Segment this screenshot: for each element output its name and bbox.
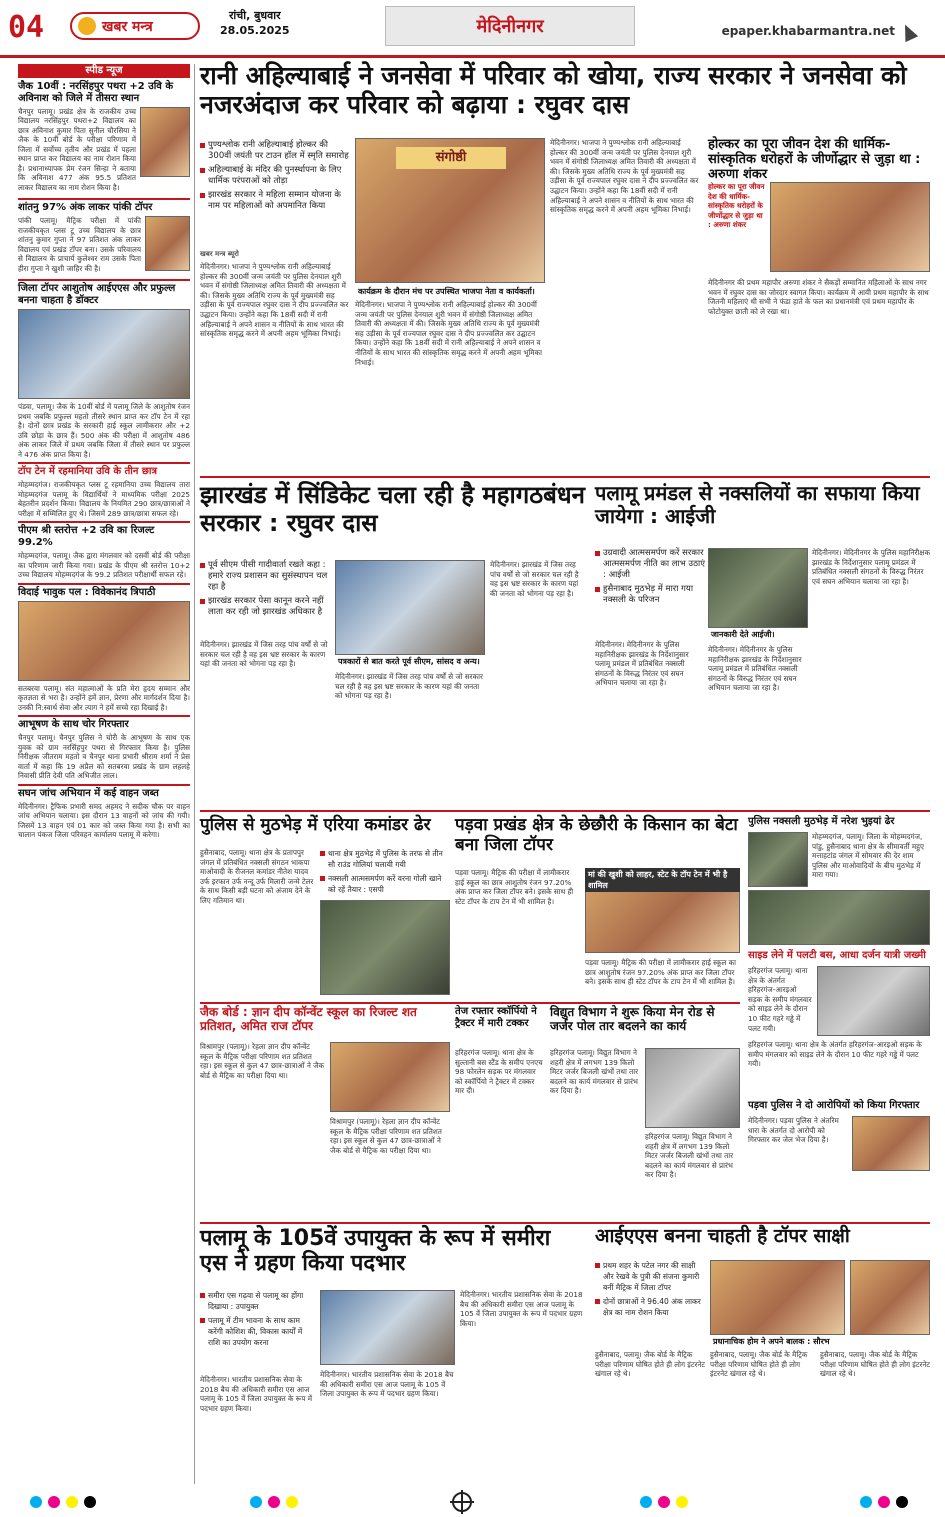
bullet: पुण्यश्लोक रानी अहिल्याबाई होल्कर की 300वीं जयंती पर टाउन हॉल में स्मृति समारोह [200,140,350,162]
photo-caption: कार्यक्रम के दौरान मंच पर उपस्थित भाजपा नेता व कार्यकर्ता। [355,285,545,298]
news-photo [18,309,190,399]
padwa-body: पड़वा पलामू। मैट्रिक की परीक्षा में लामीकरार हाई स्कूल का छात्र आशुतोष रंजन 97.20% अंक प्राप्त कर जिला टॉपर बने। इसके साथ ही स्टेट टॉपर के टाप टेन में भी शामिल है। [455,868,574,906]
ias-photo [710,1260,845,1335]
story-headline: जिला टॉपर आशुतोष आईएएस और प्रफुल्ल बनना चाहता है डॉक्टर [18,279,190,307]
dc-headline: पलामू के 105वें उपायुक्त के रूप में समीरा एस ने ग्रहण किया पदभार [200,1226,551,1277]
dc-body: मेदिनीनगर। भारतीय प्रशासनिक सेवा के 2018 बैच की अधिकारी समीरा एस आज पलामू के 105 वें जिला उपायुक्त के रूप में पदभार ग्रहण किया। [200,1375,313,1413]
registration-dot [658,1496,670,1508]
story-headline: पीएम श्री स्तरोत्त +2 उवि का रिजल्ट 99.2% [18,521,190,549]
police-headline: पुलिस से मुठभेड़ में एरिया कमांडर ढेर [200,815,431,835]
story-body: चैनपुर पलामू। चैनपुर पुलिस ने चोरी के आभूषण के साथ एक युवक को ग्राम नरसिंहपुर पथरा से गिरफ्तार किया है। पुलिस निरीक्षक जीतराम महतो व चैनपुर थाना प्रभारी श्रीराम शर्मा ने प्रेस वार्ता में कहा कि 19 अप्रैल को सतबरवा प्रखंड के ग्राम लहलहे निवासी प्रीति देवी पति अभिजीत लाल। [18,733,190,780]
section-rule [200,1002,740,1004]
lead-photo [355,138,545,283]
student-photo [140,107,190,177]
power-body: हरिहरगंज पलामू। विद्युत विभाग ने शहरी क्षेत्र में लगभग 139 किलो मिटर जर्जर बिजली खंभों तथा तार बदलने का कार्य मंगलवार से प्रारंभ कर दिया है। [550,1048,639,1096]
lead-body: मेदिनीनगर। भाजपा ने पुण्यश्लोक रानी अहिल्याबाई होल्कर की 300वीं जन्म जयंती पर पुलिस देनयाल शुरी भवन में संगोष्ठी जिलाध्यक्ष अमित तिवारी की अध्यक्षता में की। जिसके मुख्य अतिथि राज्य के पूर्व मुख्यमंत्री सह उड़ीसा के पूर्व राज्यपाल रघुवर दास ने दीप प्रज्ज्वलित कर उद्घाटन किया। उन्होंने कहा कि 18वीं सदी में रानी अहिल्याबाई ने अपने शासन व नीतियों के साथ भारत की सांस्कृतिक समृद्ध करने में अपनी अहम भूमिका निभाई। [200,262,349,339]
stage-banner: संगोष्ठी [396,147,506,169]
dc-photo [320,1290,455,1365]
bullet: झारखंड सरकार पेसा कानून करने नहीं लाता कर रही जो झारखंड अधिकार है [200,596,330,618]
story-headline: विदाई भावुक पल : विवेकानंद त्रिपाठी [18,583,190,599]
ias-photo [850,1260,930,1335]
section-title: मेदिनीनगर [385,6,635,46]
arrest-body: मेदिनीनगर। पड़वा पुलिस ने अंतरिम धारा के अंतर्गत दो आरोपी को गिरफ्तार कर जेल भेज दिया है। [748,1116,839,1145]
masthead [0,0,945,58]
dc-bullets [200,1290,315,1351]
jac-headline: जैक बोर्ड : ज्ञान दीप कॉन्वेंट स्कूल का रिजल्ट शत प्रतिशत, अमित राज टॉपर [200,1005,417,1033]
lead-body: मेदिनीनगर। भाजपा ने पुण्यश्लोक रानी अहिल्याबाई होल्कर की 300वीं जन्म जयंती पर पुलिस देनयाल शुरी भवन में संगोष्ठी जिलाध्यक्ष अमित तिवारी की अध्यक्षता में की। जिसके मुख्य अतिथि राज्य के पूर्व मुख्यमंत्री सह उड़ीसा के पूर्व राज्यपाल रघुवर दास ने दीप प्रज्ज्वलित कर उद्घाटन किया। उन्होंने कहा कि 18वीं सदी में रानी अहिल्याबाई ने अपने शासन व नीतियों के साथ भारत की सांस्कृतिक समृद्ध करने में अपनी अहम भूमिका निभाई। [550,138,699,215]
side-photo [770,182,930,272]
column-divider [194,64,195,1484]
bullet: पूर्व सीएम पीसी गादीवार्ता रखते कहा : हमारे राज्य प्रशासन का सुसंस्थापन चल रहा है [200,560,330,593]
bullet: नक्सली आत्मसमर्पण करें वरना गोली खाने को रहें तैयार : एसपी [320,873,450,895]
story-headline: टॉप टेन में रहमानिया उवि के तीन छात्र [18,462,190,478]
power-body: हरिहरगंज पलामू। विद्युत विभाग ने शहरी क्षेत्र में लगभग 139 किलो मिटर जर्जर बिजली खंभों तथा तार बदलने का कार्य मंगलवार से प्रारंभ कर दिया है। [645,1132,734,1180]
registration-dot [878,1496,890,1508]
accident-body: हरिहरगंज पलामू। थाना क्षेत्र के अंतर्गत हरिहरगंज-आरइओ सड़क के समीप मंगलवार को साइड लेने के दौरान 10 फीट गहरे गड्ढे में पलट गयी। [748,966,812,1033]
logo-text: खबर मन्त्र [102,18,153,35]
registration-dot [640,1496,652,1508]
epaper-link[interactable]: epaper.khabarmantra.net [721,24,895,38]
maoist-body: मोहम्मदगंज, पलामू। जिला के मोहम्मदगंज, पांडु, हुसैनाबाद थाना क्षेत्र के सीमावर्ती महुए मत्ताहटांड जंगल में सोमवार की देर शाम पुलिस और माओवादियों के बीच मुठभेड़ में मारा गया। [812,832,924,880]
left-column [18,64,190,1484]
ig-caption: जानकारी देते आईजी। [708,628,808,641]
registration-dot [48,1496,60,1508]
story-body: मोहम्मदगंज, पलामू। जैक द्वारा मंगलवार को दसवीं बोर्ड की परीक्षा का परिणाम जारी किया गया। प्रखंड के पीएम श्री स्तरोत्त 10+2 उच्च विद्यालय मोहम्मदगंज के 99.2 प्रतिशत परीक्षार्थी सफल रहे। [18,551,190,579]
story-headline: सघन जांच अभियान में कई वाहन जब्त [18,784,190,800]
ias-bullets [595,1260,705,1321]
padwa-caption: मां की खुशी को लाहर, स्टेट के टॉप टेन में भी है शामिल [585,868,740,892]
padwa-body: पड़वा पलामू। मैट्रिक की परीक्षा में लामीकरार हाई स्कूल का छात्र आशुतोष रंजन 97.20% अंक प्राप्त कर जिला टॉपर बने। इसके साथ ही स्टेट टॉपर के टाप टेन में भी शामिल है। [585,958,737,987]
story-body: मेदिनीनगर। ट्रैफिक प्रभारी समद अहमद ने सदीक चौक पर वाहन जांच अभियान चलाया। इस दौरान 13 वाहनों को जांच की गयी। जिसमें 13 वाहन एवं 01 कार को जब्त किया गया है। सभी का चालान पंकज जिला परिवहन कार्यालय पलामू में करेगा। [18,801,190,839]
logo [70,12,200,40]
ig-photo [708,548,808,628]
lead-body: मेदिनीनगर। भाजपा ने पुण्यश्लोक रानी अहिल्याबाई होल्कर की 300वीं जन्म जयंती पर पुलिस देनयाल शुरी भवन में संगोष्ठी जिलाध्यक्ष अमित तिवारी की अध्यक्षता में की। जिसके मुख्य अतिथि राज्य के पूर्व मुख्यमंत्री सह उड़ीसा के पूर्व राज्यपाल रघुवर दास ने दीप प्रज्ज्वलित कर उद्घाटन किया। उन्होंने कहा कि 18वीं सदी में रानी अहिल्याबाई ने अपने शासन व नीतियों के साथ भारत की सांस्कृतिक समृद्ध करने में अपनी अहम भूमिका निभाई। [355,300,542,367]
story-headline: जैक 10वीं : नरसिंहपुर पथरा +2 उवि के अविनाश को जिले में तीसरा स्थान [18,80,174,104]
city: रांची, बुधवार [228,9,281,22]
accident-body: हरिहरगंज पलामू। थाना क्षेत्र के अंतर्गत हरिहरगंज-आरइओ सड़क के समीप मंगलवार को साइड लेने के दौरान 10 फीट गहरे गड्ढे में पलट गयी। [748,1040,922,1069]
ias-body: हुसैनाबाद, पलामू। जैक बोर्ड के मैट्रिक परीक्षा परिणाम घोषित होते ही लोग इंटरनेट खंगाल रहे थे। [595,1350,705,1379]
bullet: पलामू में टीम भावना के साथ काम करेंगी कोशिश की, विकास कार्यों में राशि का उपयोग करना [200,1315,315,1348]
news-photo [18,601,190,681]
registration-dot [66,1496,78,1508]
section-rule [200,1222,930,1224]
accident-headline: साइड लेने में पलटी बस, आधा दर्जन यात्री जख्मी [748,950,926,961]
ig-body: मेदिनीनगर। मेदिनीनगर के पुलिस महानिरीक्षक झारखंड के निर्देशानुसार पलामू प्रमंडल में प्रतिबंधित नक्सली संगठनों के विरुद्ध निरंतर एवं सघन अभियान चलाया जा रहा है। [812,548,930,586]
logo-icon [78,17,96,35]
ig-body: मेदिनीनगर। मेदिनीनगर के पुलिस महानिरीक्षक झारखंड के निर्देशानुसार पलामू प्रमंडल में प्रतिबंधित नक्सली संगठनों के विरुद्ध निरंतर एवं सघन अभियान चलाया जा रहा है। [708,645,802,693]
story-body: मोहम्मदगंज। राजकीयकृत प्लस टू रहमानिया उच्च विद्यालय तारा मोहम्मदगंज पलामू के विद्यार्थियों ने माध्यमिक परीक्षा 2025 बेहतरीन प्रदर्शन किया। विद्यालय के नियमित 290 छात्र/छात्राओं ने परीक्षा में सम्मिलित हुए थे। जिसमें 289 छात्र/छात्रा सफल रहे। [18,480,190,518]
registration-dot [30,1496,42,1508]
mid-body: मेदिनीनगर। झारखंड में जिस तरह पांच वर्षों से जो सरकार चल रही है वह इस भ्रष्ट सरकार के कारण यहां की जनता को भोगना पड़ रहा है। [335,672,483,701]
registration-dot [250,1496,262,1508]
power-headline: विद्युत विभाग ने शुरू किया मेन रोड से जर्जर पोल तार बदलने का कार्य [550,1005,715,1033]
mid-caption: पत्रकारों से बात करते पूर्व सीएम, सांसद व अन्य। [335,655,485,668]
maoist-photo [748,832,808,887]
ias-headline: आईएएस बनना चाहती है टॉपर साक्षी [595,1225,850,1247]
side-headline: होल्कर का पूरा जीवन देश की धार्मिक-सांस्कृतिक धरोहरों के जीर्णोद्धार से जुड़ा था : अरुणा शंकर [708,137,921,182]
registration-dot [860,1496,872,1508]
story [18,216,190,276]
bullet: हुसैनाबाद मुठभेड़ में मारा गया नक्सली के परिजन [595,584,705,606]
jac-photo [330,1042,450,1112]
ias-body: हुसैनाबाद, पलामू। जैक बोर्ड के मैट्रिक परीक्षा परिणाम घोषित होते ही लोग इंटरनेट खंगाल रहे थे। [710,1350,808,1379]
maoist-photo [748,890,930,945]
maoist-headline: पुलिस नक्सली मुठभेड़ में नरेश भुइयां ढेर [748,816,895,827]
bullet: अहिल्याबाई के मंदिर की पुनर्स्थापना के लिए धार्मिक परंपराओं को तोड़ा [200,165,350,187]
ig-body: मेदिनीनगर। मेदिनीनगर के पुलिस महानिरीक्षक झारखंड के निर्देशानुसार पलामू प्रमंडल में प्रतिबंधित नक्सली संगठनों के विरुद्ध निरंतर एवं सघन अभियान चलाया जा रहा है। [595,640,689,688]
story-body: चैनपुर पलामू। प्रखंड क्षेत्र के राजकीय उच्च विद्यालय नरसिंहपुर पथरा+2 विद्यालय का छात्र अविनाश कुमार पिता सुनील चौरसिया ने जैक के 10वीं बोर्ड के परीक्षा परिणाम में जिला में सर्वोच्च तृतीय और प्रखंड में पहला स्थान प्राप्त कर विद्यालय का नाम रोशन किया है। प्रधानाध्यापक प्रेम रंजन सिन्हा ने बताया कि अविनाश 477 अंक 95.5 प्रतिशत लाकर विद्यालय का नाम रोशन किया है। [18,106,136,192]
police-body: हुसैनाबाद, पलामू। थाना क्षेत्र के प्रतापपुर जंगल में प्रतिबंधित नक्सली संगठन भाकपा माओवादी के रीजनल कमांडर नीतेश यादव उर्फ इरफान उर्फ नन्दू उर्फ मिलारी जन्मे टेलर के साथ किसी बड़ी घटना को अंजाम देने के लिए गतिमान था। [200,848,314,905]
side-kicker: होल्कर का पूरा जीवन देश की धार्मिक-सांस्कृतिक धरोहरों के जीर्णोद्धार से जुड़ा था : अरुणा शंकर [708,182,765,230]
section-rule [200,810,930,812]
lead-bullets [200,140,350,215]
tractor-headline: तेज रफ्तार स्कॉर्पियो ने ट्रैक्टर में मारी टक्कर [455,1006,537,1029]
ig-bullets [595,548,705,609]
registration-dot [676,1496,688,1508]
jac-body: विश्रामपुर (पलामू)। रेहला ज्ञान दीप कॉन्वेंट स्कूल के मैट्रिक परीक्षा परिणाम शत प्रतिशत रहा। इस स्कूल से कुल 47 छात्र-छात्राओं ने जैक बोर्ड से मैट्रिक का परीक्षा दिया था। [330,1117,442,1155]
dateline [220,8,290,38]
bullet: थाना क्षेत्र मुठभेड़ में पुलिस के तरफ से तीन सौ राउंड गोलियां चलायी गयी [320,848,450,870]
side-body: मेदिनीनगर की प्रथम महापौर अरुणा शंकर ने सैकड़ों सम्मानित महिलाओं के साथ नगर भवन में रघुवर दास का जोरदार स्वागत किया। कार्यक्रम में आयी प्रथम महापौर के साथ जितनी महिलाएं थी सभी ने फंडा हाते के फल का प्रधानमंत्री एवं प्रथम महापौर के फोटोयुक्त छाती को ले रखा था। [708,278,929,316]
ias-body: हुसैनाबाद, पलामू। जैक बोर्ड के मैट्रिक परीक्षा परिणाम घोषित होते ही लोग इंटरनेट खंगाल रहे थे। [820,1350,930,1379]
dc-body: मेदिनीनगर। भारतीय प्रशासनिक सेवा के 2018 बैच की अधिकारी समीरा एस आज पलामू के 105 वें जिला उपायुक्त के रूप में पदभार ग्रहण किया। [460,1290,583,1328]
section-rule [200,476,930,478]
mid-headline: झारखंड में सिंडिकेट चला रही है महागठबंधन सरकार : रघुवर दास [200,481,585,537]
jac-body: विश्रामपुर (पलामू)। रेहला ज्ञान दीप कॉन्वेंट स्कूल के मैट्रिक परीक्षा परिणाम शत प्रतिशत रहा। इस स्कूल से कुल 47 छात्र-छात्राओं ने जैक बोर्ड से मैट्रिक का परीक्षा दिया था। [200,1042,324,1080]
story-headline: शांतनु 97% अंक लाकर पांकी टॉपर [18,198,190,214]
ias-caption: प्रधानाचिक होम ने अपने बालक : सौरभ [710,1335,930,1348]
bullet: उग्रवादी आत्मसमर्पण करें सरकार आत्मसमर्पण नीति का लाभ उठाएं : आईजी [595,548,705,581]
power-photo [645,1048,740,1128]
bullet: समीरा एस गढ़वा से पलामू का होंगा दिखाया : उपायुक्त [200,1290,315,1312]
story [18,107,190,196]
student-photo [145,216,190,271]
registration-dot [268,1496,280,1508]
story-body: पांकी पलामू। मैट्रिक परीक्षा में पांकी राजकीयकृत प्लस टू उच्च विद्यालय के छात्र शांतनु कुमार गुप्ता ने 97 प्रतिशत अंक लाकर विद्यालय एवं प्रखंड टॉपर बना। उसके परिवालय से विद्यालय के प्राचार्य कुलेश्वर राम उसके पिता हीरा गुप्ता ने खुशी जाहिर की है। [18,216,141,273]
mid-body: मेदिनीनगर। झारखंड में जिस तरह पांच वर्षों से जो सरकार चल रही है वह इस भ्रष्ट सरकार के कारण यहां की जनता को भोगना पड़ रहा है। [490,560,579,598]
ig-headline: पलामू प्रमंडल से नक्सलियों का सफाया किया जायेगा : आईजी [595,481,920,528]
bullet: प्रथम शहर के पटेल नगर की साक्षी और रेखवे के पुत्री की संजना कुमारी बनीं मैट्रिक में जिला टॉपर [595,1260,705,1293]
page-number: 04 [8,10,45,45]
registration-mark-icon [452,1492,472,1512]
lead-headline: रानी अहिल्याबाई ने जनसेवा में परिवार को खोया, राज्य सरकार ने जनसेवा को नजरअंदाज कर परिवार को बढ़ाया : रघुवर दास [200,61,907,119]
tractor-body: हरिहरगंज पलामू। थाना क्षेत्र के सुल्तानी बस स्टैंड के समीप एनएच 98 फोरलेन सड़क पर मंगलवार को स्कॉर्पियो ने ट्रैक्टर में टक्कर मार दी। [455,1048,543,1096]
bullet: झारखंड सरकार ने महिला सम्मान योजना के नाम पर महिलाओं को अपमानित किया [200,190,350,212]
story-body: सतबरवा पलामू। संत महात्माओं के प्रति मेरा हृदय सम्मान और कृतज्ञता से भरा है। उन्होंने हमें ज्ञान, प्रेरणा और मार्गदर्शन दिया है। उनकी नि:स्वार्थ सेवा और त्याग ने हमें सच्चे रहा दिखाई है। [18,683,190,712]
arrest-photo [852,1116,930,1171]
dc-body: मेदिनीनगर। भारतीय प्रशासनिक सेवा के 2018 बैच की अधिकारी समीरा एस आज पलामू के 105 वें जिला उपायुक्त के रूप में पदभार ग्रहण किया। [320,1370,454,1399]
cursor-icon [898,20,918,42]
byline: खबर मन्त्र ब्यूरो [200,250,239,258]
registration-dot [84,1496,96,1508]
mid-body: मेदिनीनगर। झारखंड में जिस तरह पांच वर्षों से जो सरकार चल रही है वह इस भ्रष्ट सरकार के कारण यहां की जनता को भोगना पड़ रहा है। [200,640,328,669]
speed-news-tag: स्पीड न्यूज [18,64,190,78]
arrest-headline: पड़वा पुलिस ने दो आरोपियों को किया गिरफ्तार [748,1100,920,1111]
story-headline: आभूषण के साथ चोर गिरफ्तार [18,715,190,731]
mid-bullets [200,560,330,621]
story-body: पंडवा, पलामू। जैक के 10वीं बोर्ड में पलामू जिले के आशुतोष रंजन प्रथम जबकि प्रफुल्ल महतो तीसरे स्थान प्राप्त कर टॉप टेन में रहा है। दोनों छात्र प्रखंड के सरकारी हाई स्कूल लामीकरार और +2 उवि छोड़ा के छात्र हैं। 500 अंक की परीक्षा में आशुतोष 486 अंक लाकर जिले में प्रथम जबकि जिला में तीसरे स्थान पर प्रफुल्ल ने 476 अंक प्राप्त किया है। [18,402,190,459]
accident-photo [817,966,930,1036]
padwa-headline: पड़वा प्रखंड क्षेत्र के छेछौरी के किसान का बेटा बना जिला टॉपर [455,815,738,855]
registration-dot [896,1496,908,1508]
mid-photo [335,560,485,655]
date: 28.05.2025 [220,24,290,37]
registration-dot [286,1496,298,1508]
police-bullets [320,848,450,898]
print-footer [0,1488,945,1517]
bullet: दोनों छात्राओं ने 96.40 अंक लाकर क्षेत्र का नाम रोशन किया [595,1296,705,1318]
police-photo [320,900,450,995]
